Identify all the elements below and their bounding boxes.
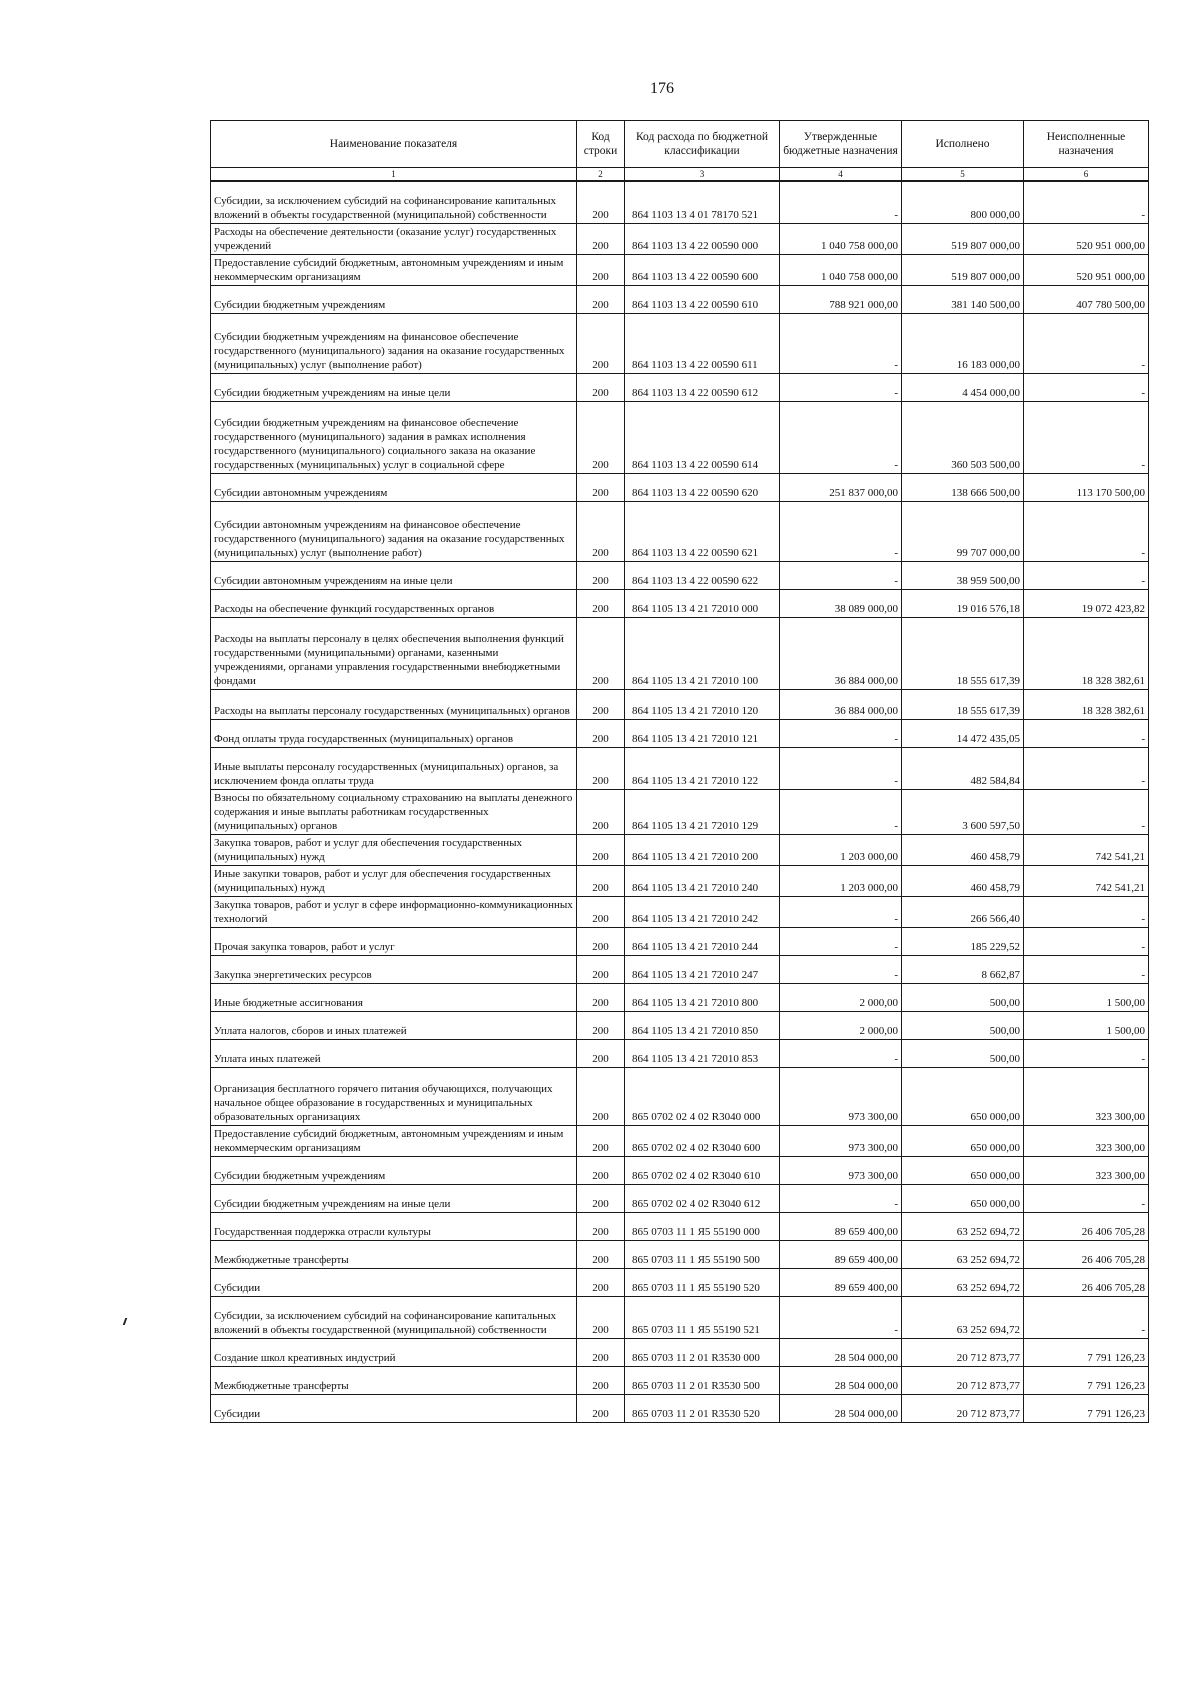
row-executed: 99 707 000,00 — [902, 501, 1024, 561]
row-line-code: 200 — [577, 1394, 625, 1422]
row-approved: 89 659 400,00 — [780, 1268, 902, 1296]
row-line-code: 200 — [577, 223, 625, 254]
row-line-code: 200 — [577, 254, 625, 285]
row-executed: 138 666 500,00 — [902, 473, 1024, 501]
row-executed: 18 555 617,39 — [902, 617, 1024, 689]
table-row — [211, 1268, 1149, 1296]
row-classification-code: 864 1103 13 4 01 78170 521 — [625, 181, 780, 223]
row-executed: 185 229,52 — [902, 927, 1024, 955]
row-executed: 18 555 617,39 — [902, 689, 1024, 719]
row-line-code: 200 — [577, 983, 625, 1011]
row-executed: 650 000,00 — [902, 1184, 1024, 1212]
row-executed: 63 252 694,72 — [902, 1268, 1024, 1296]
row-classification-code: 864 1105 13 4 21 72010 100 — [625, 617, 780, 689]
row-approved: 89 659 400,00 — [780, 1212, 902, 1240]
row-approved: 28 504 000,00 — [780, 1366, 902, 1394]
row-name: Фонд оплаты труда государственных (муниципальных) органов — [211, 719, 577, 747]
row-unexecuted: 407 780 500,00 — [1024, 285, 1149, 313]
row-approved: 1 203 000,00 — [780, 834, 902, 865]
table-row — [211, 1184, 1149, 1212]
row-line-code: 200 — [577, 1212, 625, 1240]
row-line-code: 200 — [577, 789, 625, 834]
row-classification-code: 865 0703 11 1 Я5 55190 520 — [625, 1268, 780, 1296]
row-unexecuted: 1 500,00 — [1024, 983, 1149, 1011]
row-unexecuted: 1 500,00 — [1024, 1011, 1149, 1039]
row-name: Расходы на обеспечение деятельности (оказание услуг) государственных учреждений — [211, 223, 577, 254]
row-approved: 973 300,00 — [780, 1067, 902, 1125]
row-name: Субсидии бюджетным учреждениям — [211, 1156, 577, 1184]
row-name: Создание школ креативных индустрий — [211, 1338, 577, 1366]
table-row — [211, 719, 1149, 747]
row-unexecuted: 323 300,00 — [1024, 1125, 1149, 1156]
row-line-code: 200 — [577, 1184, 625, 1212]
row-unexecuted: 7 791 126,23 — [1024, 1338, 1149, 1366]
row-line-code: 200 — [577, 1125, 625, 1156]
row-unexecuted: - — [1024, 313, 1149, 373]
header-executed: Исполнено — [902, 121, 1024, 168]
row-line-code: 200 — [577, 719, 625, 747]
row-unexecuted: - — [1024, 401, 1149, 473]
row-executed: 20 712 873,77 — [902, 1366, 1024, 1394]
row-approved: - — [780, 789, 902, 834]
row-executed: 482 584,84 — [902, 747, 1024, 789]
row-classification-code: 864 1105 13 4 21 72010 242 — [625, 896, 780, 927]
row-line-code: 200 — [577, 561, 625, 589]
row-name: Субсидии бюджетным учреждениям на иные цели — [211, 373, 577, 401]
row-name: Расходы на выплаты персоналу в целях обеспечения выполнения функций государственными (муниципальными) органами, казенными учреждениями, органами управления государственными внебюджетными фондами — [211, 617, 577, 689]
row-classification-code: 864 1105 13 4 21 72010 120 — [625, 689, 780, 719]
row-unexecuted: - — [1024, 955, 1149, 983]
row-name: Межбюджетные трансферты — [211, 1240, 577, 1268]
row-approved: - — [780, 896, 902, 927]
row-unexecuted: 18 328 382,61 — [1024, 689, 1149, 719]
row-name: Предоставление субсидий бюджетным, автономным учреждениям и иным некоммерческим организациям — [211, 254, 577, 285]
row-name: Субсидии, за исключением субсидий на софинансирование капитальных вложений в объекты государственной (муниципальной) собственности — [211, 1296, 577, 1338]
row-approved: 1 040 758 000,00 — [780, 223, 902, 254]
row-executed: 460 458,79 — [902, 834, 1024, 865]
row-line-code: 200 — [577, 1039, 625, 1067]
row-approved: - — [780, 181, 902, 223]
row-unexecuted: - — [1024, 896, 1149, 927]
table-row — [211, 896, 1149, 927]
row-classification-code: 864 1105 13 4 21 72010 129 — [625, 789, 780, 834]
row-approved: 973 300,00 — [780, 1125, 902, 1156]
row-line-code: 200 — [577, 1067, 625, 1125]
row-executed: 266 566,40 — [902, 896, 1024, 927]
row-line-code: 200 — [577, 1296, 625, 1338]
row-approved: - — [780, 1039, 902, 1067]
row-unexecuted: - — [1024, 1296, 1149, 1338]
row-classification-code: 864 1105 13 4 21 72010 850 — [625, 1011, 780, 1039]
row-approved: 28 504 000,00 — [780, 1338, 902, 1366]
column-number: 6 — [1024, 168, 1149, 182]
row-line-code: 200 — [577, 1011, 625, 1039]
table-row — [211, 1067, 1149, 1125]
row-classification-code: 865 0703 11 1 Я5 55190 521 — [625, 1296, 780, 1338]
row-line-code: 200 — [577, 865, 625, 896]
row-name: Субсидии бюджетным учреждениям на финансовое обеспечение государственного (муниципального) задания на оказание государственных (муниципальных) услуг (выполнение работ) — [211, 313, 577, 373]
table-row — [211, 373, 1149, 401]
row-executed: 8 662,87 — [902, 955, 1024, 983]
row-name: Иные бюджетные ассигнования — [211, 983, 577, 1011]
row-approved: 28 504 000,00 — [780, 1394, 902, 1422]
table-row — [211, 313, 1149, 373]
row-line-code: 200 — [577, 1338, 625, 1366]
row-classification-code: 864 1105 13 4 21 72010 853 — [625, 1039, 780, 1067]
row-classification-code: 864 1105 13 4 21 72010 121 — [625, 719, 780, 747]
row-name: Уплата иных платежей — [211, 1039, 577, 1067]
row-approved: - — [780, 719, 902, 747]
row-line-code: 200 — [577, 896, 625, 927]
row-approved: 2 000,00 — [780, 1011, 902, 1039]
row-executed: 650 000,00 — [902, 1156, 1024, 1184]
row-classification-code: 865 0702 02 4 02 R3040 600 — [625, 1125, 780, 1156]
row-name: Субсидии — [211, 1268, 577, 1296]
table-row — [211, 1212, 1149, 1240]
table-row — [211, 1156, 1149, 1184]
row-unexecuted: 742 541,21 — [1024, 865, 1149, 896]
row-line-code: 200 — [577, 181, 625, 223]
column-number: 5 — [902, 168, 1024, 182]
row-executed: 16 183 000,00 — [902, 313, 1024, 373]
row-classification-code: 864 1105 13 4 21 72010 244 — [625, 927, 780, 955]
row-unexecuted: - — [1024, 181, 1149, 223]
row-unexecuted: - — [1024, 373, 1149, 401]
row-unexecuted: 520 951 000,00 — [1024, 223, 1149, 254]
table-row — [211, 955, 1149, 983]
row-name: Государственная поддержка отрасли культуры — [211, 1212, 577, 1240]
row-executed: 500,00 — [902, 983, 1024, 1011]
row-approved: - — [780, 373, 902, 401]
stray-mark — [123, 1318, 128, 1325]
row-name: Субсидии — [211, 1394, 577, 1422]
row-unexecuted: 26 406 705,28 — [1024, 1240, 1149, 1268]
row-executed: 800 000,00 — [902, 181, 1024, 223]
row-classification-code: 864 1103 13 4 22 00590 620 — [625, 473, 780, 501]
row-unexecuted: - — [1024, 719, 1149, 747]
row-classification-code: 864 1103 13 4 22 00590 600 — [625, 254, 780, 285]
row-classification-code: 864 1105 13 4 21 72010 200 — [625, 834, 780, 865]
row-unexecuted: - — [1024, 789, 1149, 834]
header-approved: Утвержденные бюджетные назначения — [780, 121, 902, 168]
row-classification-code: 865 0702 02 4 02 R3040 000 — [625, 1067, 780, 1125]
table-row — [211, 1296, 1149, 1338]
row-approved: 1 203 000,00 — [780, 865, 902, 896]
row-approved: - — [780, 927, 902, 955]
row-classification-code: 865 0703 11 2 01 R3530 520 — [625, 1394, 780, 1422]
row-approved: 973 300,00 — [780, 1156, 902, 1184]
row-name: Закупка товаров, работ и услуг в сфере информационно-коммуникационных технологий — [211, 896, 577, 927]
row-classification-code: 865 0702 02 4 02 R3040 610 — [625, 1156, 780, 1184]
row-unexecuted: 323 300,00 — [1024, 1156, 1149, 1184]
row-executed: 650 000,00 — [902, 1067, 1024, 1125]
row-line-code: 200 — [577, 747, 625, 789]
row-name: Субсидии бюджетным учреждениям на иные цели — [211, 1184, 577, 1212]
table-row — [211, 254, 1149, 285]
row-unexecuted: 18 328 382,61 — [1024, 617, 1149, 689]
row-line-code: 200 — [577, 313, 625, 373]
row-executed: 4 454 000,00 — [902, 373, 1024, 401]
row-line-code: 200 — [577, 473, 625, 501]
header-line-code: Код строки — [577, 121, 625, 168]
row-approved: - — [780, 313, 902, 373]
table-row — [211, 834, 1149, 865]
row-name: Субсидии автономным учреждениям — [211, 473, 577, 501]
row-name: Иные выплаты персоналу государственных (муниципальных) органов, за исключением фонда оплаты труда — [211, 747, 577, 789]
table-row — [211, 181, 1149, 223]
row-approved: 1 040 758 000,00 — [780, 254, 902, 285]
column-number: 3 — [625, 168, 780, 182]
row-unexecuted: - — [1024, 561, 1149, 589]
row-unexecuted: - — [1024, 747, 1149, 789]
row-approved: 251 837 000,00 — [780, 473, 902, 501]
row-line-code: 200 — [577, 834, 625, 865]
table-row — [211, 865, 1149, 896]
row-line-code: 200 — [577, 1240, 625, 1268]
table-row — [211, 983, 1149, 1011]
row-executed: 20 712 873,77 — [902, 1338, 1024, 1366]
row-name: Субсидии автономным учреждениям на иные цели — [211, 561, 577, 589]
table-row — [211, 1039, 1149, 1067]
table-row — [211, 473, 1149, 501]
row-executed: 14 472 435,05 — [902, 719, 1024, 747]
row-approved: 2 000,00 — [780, 983, 902, 1011]
row-executed: 63 252 694,72 — [902, 1212, 1024, 1240]
row-unexecuted: - — [1024, 927, 1149, 955]
row-classification-code: 865 0703 11 2 01 R3530 000 — [625, 1338, 780, 1366]
table-row — [211, 689, 1149, 719]
column-number: 2 — [577, 168, 625, 182]
row-executed: 3 600 597,50 — [902, 789, 1024, 834]
table-row — [211, 927, 1149, 955]
row-executed: 381 140 500,00 — [902, 285, 1024, 313]
row-line-code: 200 — [577, 1268, 625, 1296]
row-classification-code: 864 1103 13 4 22 00590 610 — [625, 285, 780, 313]
row-name: Закупка товаров, работ и услуг для обеспечения государственных (муниципальных) нужд — [211, 834, 577, 865]
row-name: Субсидии, за исключением субсидий на софинансирование капитальных вложений в объекты государственной (муниципальной) собственности — [211, 181, 577, 223]
row-executed: 63 252 694,72 — [902, 1240, 1024, 1268]
table-row — [211, 1240, 1149, 1268]
table-row — [211, 1394, 1149, 1422]
row-unexecuted: 742 541,21 — [1024, 834, 1149, 865]
header-classification-code: Код расхода по бюджетной классификации — [625, 121, 780, 168]
row-executed: 460 458,79 — [902, 865, 1024, 896]
row-approved: - — [780, 561, 902, 589]
row-name: Расходы на обеспечение функций государственных органов — [211, 589, 577, 617]
table-row — [211, 501, 1149, 561]
row-executed: 519 807 000,00 — [902, 254, 1024, 285]
table-row — [211, 223, 1149, 254]
row-unexecuted: - — [1024, 501, 1149, 561]
table-header — [211, 121, 1149, 182]
row-executed: 19 016 576,18 — [902, 589, 1024, 617]
row-approved: - — [780, 1296, 902, 1338]
row-classification-code: 864 1105 13 4 21 72010 122 — [625, 747, 780, 789]
row-name: Субсидии бюджетным учреждениям — [211, 285, 577, 313]
row-classification-code: 865 0703 11 2 01 R3530 500 — [625, 1366, 780, 1394]
row-unexecuted: 113 170 500,00 — [1024, 473, 1149, 501]
table-body — [211, 181, 1149, 1422]
row-name: Закупка энергетических ресурсов — [211, 955, 577, 983]
row-classification-code: 864 1103 13 4 22 00590 622 — [625, 561, 780, 589]
row-name: Межбюджетные трансферты — [211, 1366, 577, 1394]
table-row — [211, 589, 1149, 617]
row-name: Расходы на выплаты персоналу государственных (муниципальных) органов — [211, 689, 577, 719]
row-classification-code: 864 1103 13 4 22 00590 612 — [625, 373, 780, 401]
row-executed: 38 959 500,00 — [902, 561, 1024, 589]
column-number: 1 — [211, 168, 577, 182]
row-line-code: 200 — [577, 955, 625, 983]
row-classification-code: 864 1103 13 4 22 00590 611 — [625, 313, 780, 373]
table-row — [211, 1366, 1149, 1394]
row-line-code: 200 — [577, 689, 625, 719]
row-unexecuted: 520 951 000,00 — [1024, 254, 1149, 285]
row-name: Взносы по обязательному социальному страхованию на выплаты денежного содержания и иные выплаты работникам государственных (муниципальных) органов — [211, 789, 577, 834]
row-classification-code: 865 0703 11 1 Я5 55190 500 — [625, 1240, 780, 1268]
row-line-code: 200 — [577, 617, 625, 689]
row-classification-code: 864 1105 13 4 21 72010 247 — [625, 955, 780, 983]
row-name: Субсидии бюджетным учреждениям на финансовое обеспечение государственного (муниципального) задания в рамках исполнения государственного (муниципального) социального заказа на оказание государственных (муниципальных) услуг в социальной сфере — [211, 401, 577, 473]
row-executed: 63 252 694,72 — [902, 1296, 1024, 1338]
row-classification-code: 864 1103 13 4 22 00590 621 — [625, 501, 780, 561]
row-approved: - — [780, 1184, 902, 1212]
row-approved: 36 884 000,00 — [780, 689, 902, 719]
row-classification-code: 865 0703 11 1 Я5 55190 000 — [625, 1212, 780, 1240]
table-row — [211, 1011, 1149, 1039]
table-row — [211, 789, 1149, 834]
row-line-code: 200 — [577, 373, 625, 401]
row-executed: 500,00 — [902, 1011, 1024, 1039]
row-executed: 20 712 873,77 — [902, 1394, 1024, 1422]
row-line-code: 200 — [577, 285, 625, 313]
row-executed: 650 000,00 — [902, 1125, 1024, 1156]
row-approved: 89 659 400,00 — [780, 1240, 902, 1268]
row-approved: - — [780, 401, 902, 473]
row-executed: 500,00 — [902, 1039, 1024, 1067]
table-row — [211, 401, 1149, 473]
row-name: Организация бесплатного горячего питания обучающихся, получающих начальное общее образование в государственных и муниципальных образовательных организациях — [211, 1067, 577, 1125]
row-line-code: 200 — [577, 1156, 625, 1184]
table-row — [211, 561, 1149, 589]
header-unexecuted: Неисполненные назначения — [1024, 121, 1149, 168]
row-approved: - — [780, 747, 902, 789]
row-classification-code: 864 1103 13 4 22 00590 000 — [625, 223, 780, 254]
page-number: 176 — [650, 80, 674, 97]
row-unexecuted: 7 791 126,23 — [1024, 1366, 1149, 1394]
budget-execution-table — [210, 120, 1149, 1423]
row-name: Предоставление субсидий бюджетным, автономным учреждениям и иным некоммерческим организациям — [211, 1125, 577, 1156]
row-approved: - — [780, 501, 902, 561]
row-classification-code: 865 0702 02 4 02 R3040 612 — [625, 1184, 780, 1212]
row-unexecuted: - — [1024, 1184, 1149, 1212]
row-unexecuted: 323 300,00 — [1024, 1067, 1149, 1125]
row-classification-code: 864 1105 13 4 21 72010 000 — [625, 589, 780, 617]
row-approved: - — [780, 955, 902, 983]
row-name: Субсидии автономным учреждениям на финансовое обеспечение государственного (муниципального) задания на оказание государственных (муниципальных) услуг (выполнение работ) — [211, 501, 577, 561]
row-line-code: 200 — [577, 1366, 625, 1394]
table-row — [211, 285, 1149, 313]
row-line-code: 200 — [577, 501, 625, 561]
column-number: 4 — [780, 168, 902, 182]
row-unexecuted: - — [1024, 1039, 1149, 1067]
table-row — [211, 617, 1149, 689]
row-line-code: 200 — [577, 927, 625, 955]
row-unexecuted: 19 072 423,82 — [1024, 589, 1149, 617]
row-executed: 519 807 000,00 — [902, 223, 1024, 254]
table-row — [211, 747, 1149, 789]
row-approved: 38 089 000,00 — [780, 589, 902, 617]
row-name: Иные закупки товаров, работ и услуг для обеспечения государственных (муниципальных) нужд — [211, 865, 577, 896]
row-unexecuted: 26 406 705,28 — [1024, 1212, 1149, 1240]
row-classification-code: 864 1105 13 4 21 72010 800 — [625, 983, 780, 1011]
row-approved: 788 921 000,00 — [780, 285, 902, 313]
row-name: Прочая закупка товаров, работ и услуг — [211, 927, 577, 955]
row-unexecuted: 26 406 705,28 — [1024, 1268, 1149, 1296]
row-classification-code: 864 1105 13 4 21 72010 240 — [625, 865, 780, 896]
row-approved: 36 884 000,00 — [780, 617, 902, 689]
row-unexecuted: 7 791 126,23 — [1024, 1394, 1149, 1422]
table-row — [211, 1125, 1149, 1156]
row-executed: 360 503 500,00 — [902, 401, 1024, 473]
row-line-code: 200 — [577, 589, 625, 617]
header-indicator-name: Наименование показателя — [211, 121, 577, 168]
row-line-code: 200 — [577, 401, 625, 473]
row-classification-code: 864 1103 13 4 22 00590 614 — [625, 401, 780, 473]
row-name: Уплата налогов, сборов и иных платежей — [211, 1011, 577, 1039]
table-row — [211, 1338, 1149, 1366]
